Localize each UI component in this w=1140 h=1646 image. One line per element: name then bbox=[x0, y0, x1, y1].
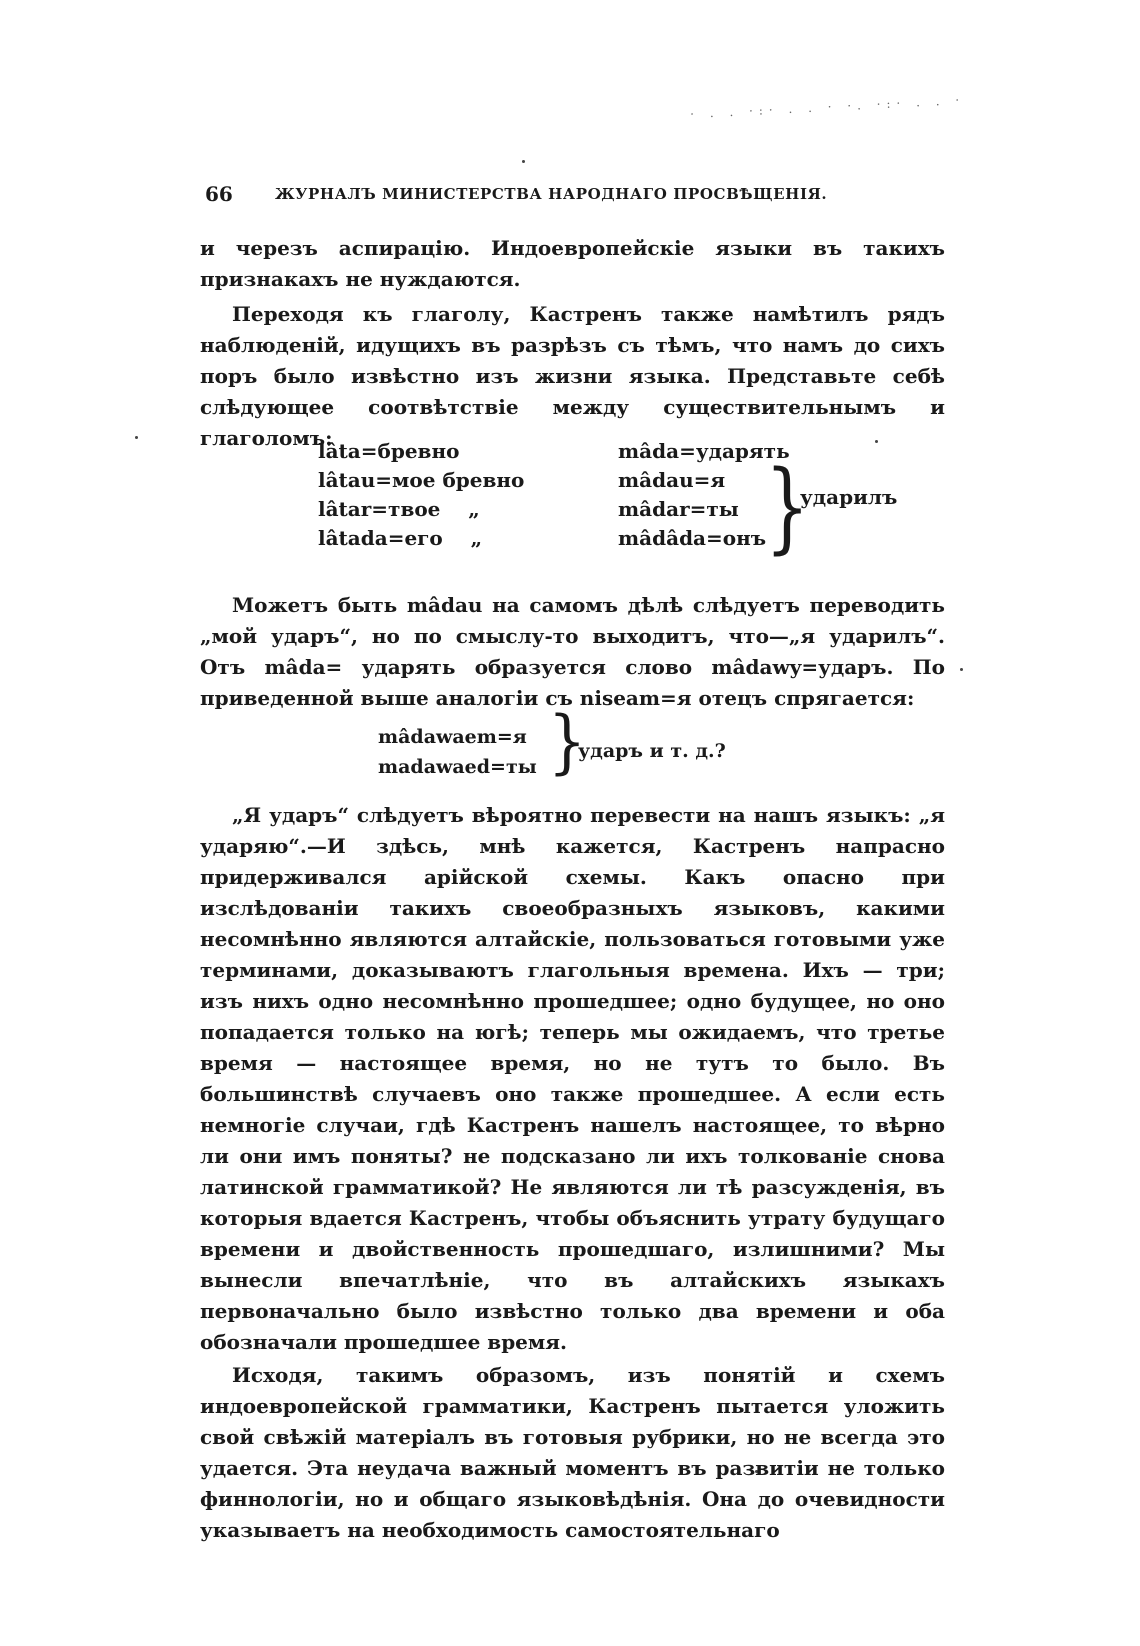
paragraph: „Я ударъ“ слѣдуетъ вѣроятно перевести на нашъ языкъ: „я ударяю“.—И здѣсь, мнѣ кажется, Кастренъ напрасно придерживался арійской схемы. Какъ опасно при изслѣдованіи такихъ своеобразныхъ языковъ, какими несомнѣнно являются алтайскіе, пользоваться готовыми уже терминами, доказываютъ глагольныя времена. Ихъ — три; изъ нихъ одно несомнѣнно прошедшее; одно будущее, но оно попадается только на югѣ; теперь мы ожидаемъ, что третье время — настоящее время, но не тутъ то было. Въ большинствѣ случаевъ оно также прошедшее. А если есть немногіе случаи, гдѣ Кастренъ нашелъ настоящее, то вѣрно ли они имъ поняты? не подсказано ли ихъ толкованіе снова латинской грамматикой? Не являются ли тѣ разсужденія, въ которыя вдается Кастренъ, чтобы объяснить утрату будущаго времени и двойственность прошедшаго, излишними? Мы вынесли впечатлѣніе, что въ алтайскихъ языкахъ первоначально было извѣстно только два времени и оба обозначали прошедшее время. bbox=[200, 803, 945, 1354]
scan-dot bbox=[960, 668, 963, 671]
paragraph: Переходя къ глаголу, Кастренъ также намѣтилъ рядъ наблюденій, идущихъ въ разрѣзъ съ тѣмъ, что намъ до сихъ поръ было извѣстно изъ жизни языка. Представьте себѣ слѣдующее соотвѣтствіе между существительнымъ и глаголомъ: bbox=[200, 302, 945, 450]
scan-dot bbox=[522, 160, 525, 163]
example-right-4: mâdâda=онъ bbox=[618, 526, 767, 550]
scan-dot bbox=[135, 436, 138, 439]
paragraph: Исходя, такимъ образомъ, изъ понятій и схемъ индоевропейской грамматики, Кастренъ пытается уложить свой свѣжій матеріалъ въ готовыя рубрики, но не всегда это удается. Эта неудача важный моментъ въ развитіи не только финнологіи, но и общаго языковѣдѣнія. Она до очевидности указываетъ на необходимость самостоятельнаго bbox=[200, 1363, 945, 1542]
text-block-top bbox=[200, 233, 945, 454]
page-number: 66 bbox=[205, 182, 233, 206]
journal-title: ЖУРНАЛЪ МИНИСТЕРСТВА НАРОДНАГО ПРОСВѢЩЕНІЯ. bbox=[275, 185, 828, 203]
example-right-2: mâdau=я bbox=[618, 468, 726, 492]
example-right-3: mâdar=ты bbox=[618, 497, 739, 521]
conjugation-example bbox=[378, 701, 726, 783]
example-result: ударилъ bbox=[800, 485, 898, 509]
example-left-3: lâtar=твое „ bbox=[318, 497, 480, 521]
running-header bbox=[205, 182, 945, 212]
example-left-2: lâtau=мое бревно bbox=[318, 468, 525, 492]
conjugation-result: ударъ и т. д.? bbox=[578, 740, 726, 762]
example-left-1: lâta=бревно bbox=[318, 439, 460, 463]
paragraph: Можетъ быть mâdau на самомъ дѣлѣ слѣдуетъ переводить „мой ударъ“, но по смыслу-то выходитъ, что—„я ударилъ“. Отъ mâda= ударять образуется слово mâdawy=ударъ. По приведенной выше аналогіи съ niseam=я отецъ спрягается: bbox=[200, 593, 945, 710]
text-block-bottom bbox=[200, 800, 945, 1546]
example-right-1: mâda=ударять bbox=[618, 439, 790, 463]
scan-speckles: · . . ·:· . . · ·. ·:· . . · bbox=[689, 92, 966, 122]
paragraph: и черезъ аспирацію. Индоевропейскіе языки въ такихъ признакахъ не нуждаются. bbox=[200, 236, 945, 291]
example-left-4: lâtada=его „ bbox=[318, 526, 483, 550]
conjugation-line-1: mâdawaem=я bbox=[378, 726, 527, 748]
text-block-middle bbox=[200, 590, 945, 714]
curly-brace-icon: } bbox=[765, 449, 810, 565]
curly-brace-icon: } bbox=[548, 701, 587, 783]
conjugation-line-2: madawaed=ты bbox=[378, 756, 537, 778]
